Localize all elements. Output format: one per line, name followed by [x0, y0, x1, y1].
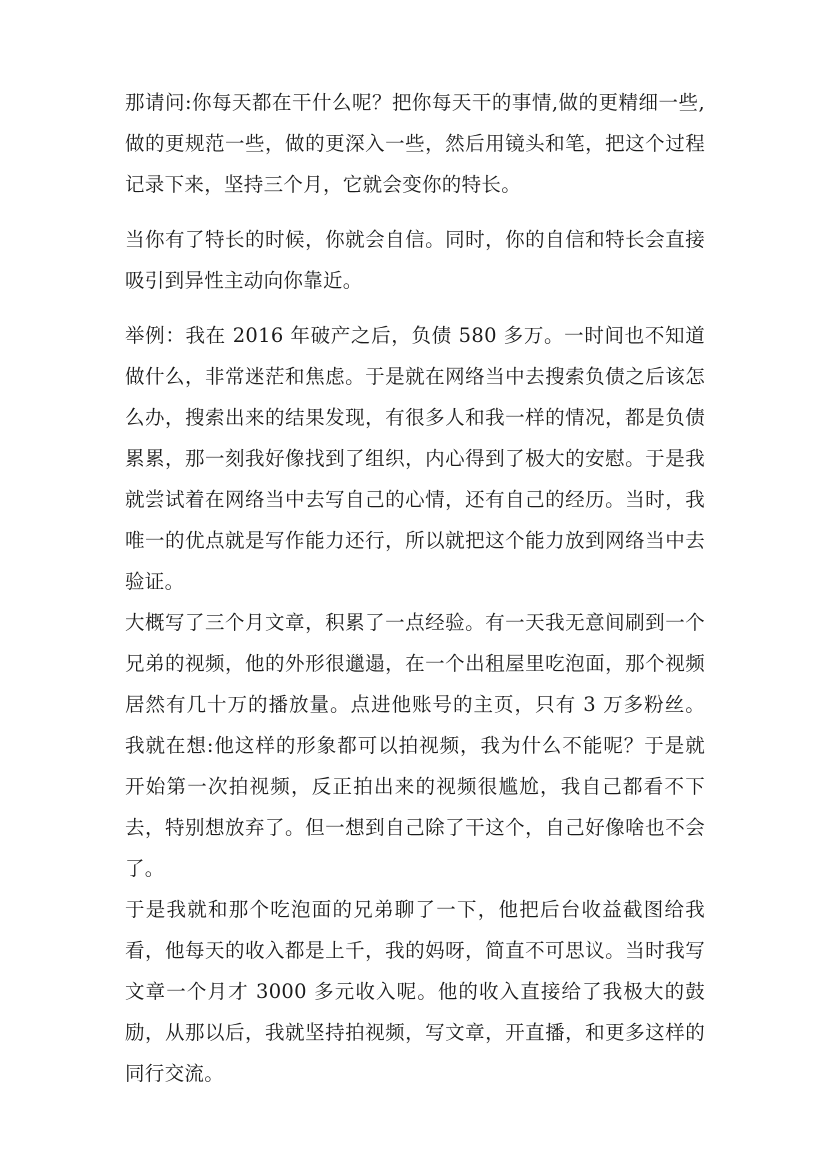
paragraph-4: 大概写了三个月文章，积累了一点经验。有一天我无意间刷到一个兄弟的视频，他的外形很邋遢，在一个出租屋里吃泡面，那个视频居然有几十万的播放量。点进他账号的主页，只有 3 万多粉丝。我就在想:他这样的形象都可以拍视频，我为什么不能呢？于是就开始第一次拍视频，反正拍出来的视频很尴尬，我自己都看不下去，特别想放弃了。但一想到自己除了干这个，自己好像啥也不会了。 [125, 611, 705, 880]
document-body [125, 82, 705, 1094]
paragraph-1: 那请问:你每天都在干什么呢？把你每天干的事情,做的更精细一些,做的更规范一些，做的更深入一些，然后用镜头和笔，把这个过程记录下来，坚持三个月，它就会变你的特长。 [125, 91, 705, 196]
paragraph-3: 举例：我在 2016 年破产之后，负债 580 多万。一时间也不知道做什么，非常迷茫和焦虑。于是就在网络当中去搜索负债之后该怎么办，搜索出来的结果发现，有很多人和我一样的情况，都是负债累累，那一刻我好像找到了组织，内心得到了极大的安慰。于是我就尝试着在网络当中去写自己的心情，还有自己的经历。当时，我唯一的优点就是写作能力还行，所以就把这个能力放到网络当中去验证。 [125, 324, 705, 593]
paragraph-2: 当你有了特长的时候，你就会自信。同时，你的自信和特长会直接吸引到异性主动向你靠近。 [125, 228, 705, 292]
paragraph-5: 于是我就和那个吃泡面的兄弟聊了一下，他把后台收益截图给我看，他每天的收入都是上千，我的妈呀，简直不可思议。当时我写文章一个月才 3000 多元收入呢。他的收入直接给了我极大的鼓励，从那以后，我就坚持拍视频，写文章，开直播，和更多这样的同行交流。 [125, 898, 705, 1085]
